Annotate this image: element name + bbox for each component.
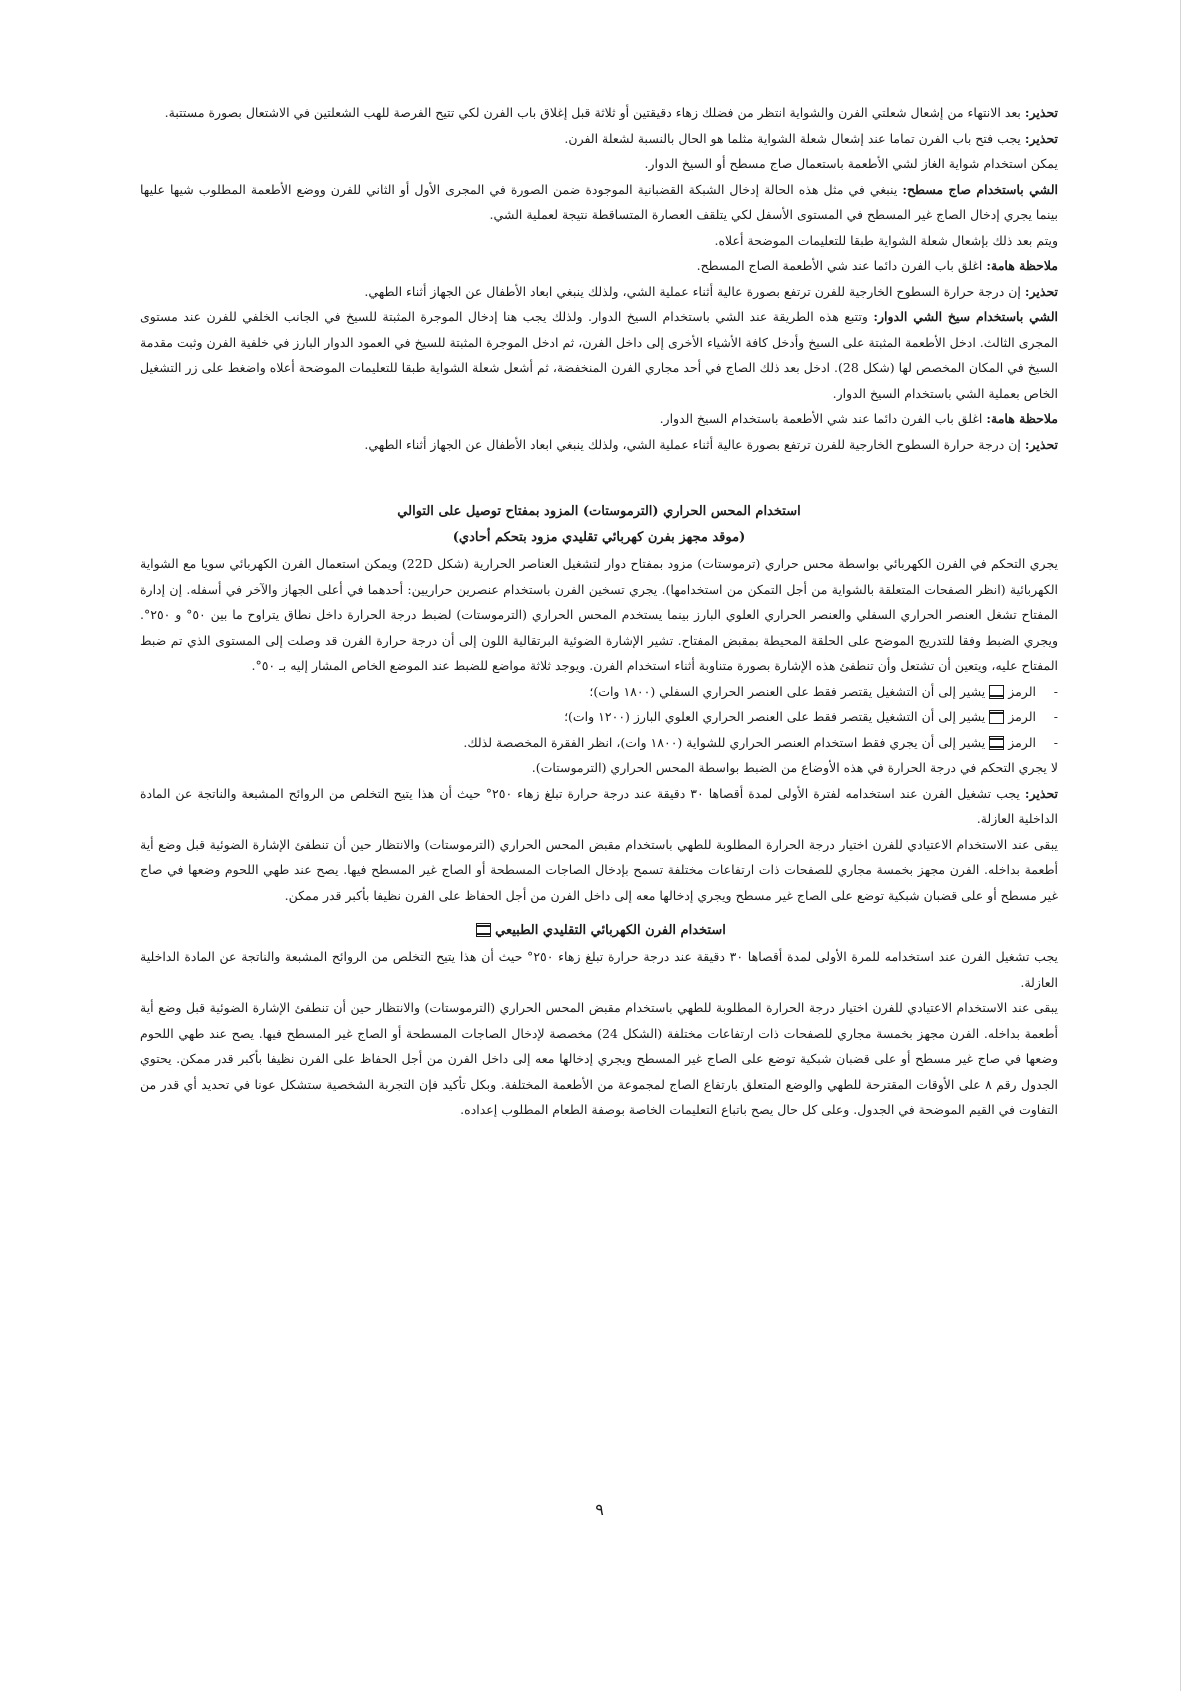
paragraph xyxy=(140,432,1058,458)
page-number: ٩ xyxy=(595,1500,604,1519)
document-page xyxy=(140,100,1058,1123)
oven-symbol-icon xyxy=(476,923,491,937)
lead-label: ملاحظة هامة: xyxy=(986,258,1058,273)
paragraph-text: ويتم بعد ذلك بإشعال شعلة الشواية طبقا للتعليمات الموضحة أعلاه. xyxy=(714,232,1058,248)
section-usage: يبقى عند الاستخدام الاعتيادي للفرن اختيار درجة الحرارة المطلوبة للطهي باستخدام مقبض المحس الحراري (الترموستات) والانتظار حين أن تنطفئ الإشارة الضوئية قبل وضع أية أطعمة بداخله. الفرن مجهز بخمسة مجاري للصفحات ذات ارتفاعات مختلفة تسمح بإدخال الصاجات المسطحة أو الصاج غير المسطح فيها. يصح عند طهي اللحوم وضعها في صاج غير مسطح أو على قضبان شبكية توضع على الصاج غير مسطح ويجري إدخالها معه إلى داخل الفرن من أجل الحفاظ على الفرن نظيفا بأكبر قدر ممكن. xyxy=(140,836,1058,903)
lead-label: تحذير: xyxy=(1024,436,1058,452)
heading-text: استخدام الفرن الكهربائي التقليدي الطبيعي xyxy=(495,923,726,938)
paragraph xyxy=(140,151,1058,177)
page-edge xyxy=(1180,0,1181,1691)
symbol-text: يشير إلى أن يجري فقط استخدام العنصر الحراري للشواية (١٨٠٠ وات)، انظر الفقرة المخصصة لذلك. xyxy=(463,734,986,750)
grill-heat-icon xyxy=(989,736,1004,750)
lead-label: تحذير: xyxy=(1024,130,1058,146)
paragraph: يجب تشغيل الفرن عند استخدامه للمرة الأولى لمدة أقصاها ٣٠ دقيقة عند درجة حرارة تبلغ زهاء ٢٥٠° حيث أن هذا يتيح التخلص من الروائح المشبعة والناتجة عن المادة الداخلية العازلة. xyxy=(140,949,1059,990)
paragraph xyxy=(140,126,1058,152)
paragraph xyxy=(140,228,1058,254)
thermostat-section xyxy=(140,499,1058,908)
section-heading: استخدام المحس الحراري (الترموستات) المزود بمفتاح توصيل على التوالي xyxy=(397,504,801,519)
section-note: لا يجري التحكم في درجة الحرارة في هذه الأوضاع من الضبط بواسطة المحس الحراري (الترموستات). xyxy=(531,760,1058,775)
lead-label: تحذير: xyxy=(1024,785,1059,801)
paragraph-text: اغلق باب الفرن دائما عند شي الأطعمة الصاج المسطح. xyxy=(696,258,983,273)
lead-label: ملاحظة هامة: xyxy=(986,411,1058,426)
conventional-oven-section xyxy=(140,918,1058,1123)
paragraph xyxy=(140,253,1058,279)
paragraph-text: ينبغي في مثل هذه الحالة إدخال الشبكة القضبانية الموجودة ضمن الصورة في المجرى الأول أو الثاني للفرن ووضع الأطعمة المطلوب شيها عليها بينما يجري إدخال الصاج غير المسطح في المستوى الأسفل لكي يتلقف العصارة المتساقطة نتيجة لعملية الشي. xyxy=(140,181,1058,222)
lead-label: تحذير: xyxy=(1024,283,1058,299)
paragraph-text: بعد الانتهاء من إشعال شعلتي الفرن والشواية انتظر من فضلك زهاء دقيقتين أو ثلاثة قبل إغلاق باب الفرن لكي تتيح الفرصة للهب الشعلتين في الاشتعال بصورة مستتبة. xyxy=(164,105,1021,120)
paragraph-text: يجب تشغيل الفرن عند استخدامه لفترة الأولى لمدة أقصاها ٣٠ دقيقة عند درجة حرارة تبلغ زهاء ٢٥٠° حيث أن هذا يتيح التخلص من الروائح المشبعة والناتجة عن المادة الداخلية العازلة. xyxy=(140,785,1058,826)
paragraph-text: إن درجة حرارة السطوح الخارجية للفرن ترتفع بصورة عالية أثناء عملية الشي، ولذلك ينبغي ابعاد الأطفال عن الجهاز أثناء الطهي. xyxy=(364,283,1021,299)
paragraph xyxy=(140,406,1058,432)
grill-instructions xyxy=(140,100,1058,457)
section-subheading: (موقد مجهز بفرن كهربائي تقليدي مزود بتحكم أحادي) xyxy=(452,530,746,545)
lead-label: تحذير: xyxy=(1024,105,1058,120)
section-warning xyxy=(140,781,1058,832)
symbol-item xyxy=(140,679,1058,705)
symbol-text: يشير إلى أن التشغيل يقتصر فقط على العنصر الحراري العلوي البارز (١٢٠٠ وات)؛ xyxy=(564,709,986,724)
symbol-label: الرمز xyxy=(1008,734,1036,750)
lead-label: الشي باستخدام سيخ الشي الدوار: xyxy=(873,309,1058,324)
paragraph xyxy=(140,279,1058,305)
symbol-item xyxy=(140,704,1058,730)
symbol-text: يشير إلى أن التشغيل يقتصر فقط على العنصر الحراري السفلي (١٨٠٠ وات)؛ xyxy=(589,683,986,699)
paragraph: يبقى عند الاستخدام الاعتيادي للفرن اختيار درجة الحرارة المطلوبة للطهي باستخدام مقبض المحس الحراري (الترموستات) والانتظار حين أن تنطفئ الإشارة الضوئية قبل وضع أية أطعمة بداخله. الفرن مجهز بخمسة مجاري للصفحات ذات ارتفاعات مختلفة (الشكل 24) مخصصة لإدخال الصاجات المسطحة أو الصاج غير المسطح فيها. يصح عند طهي اللحوم وضعها في صاج غير مسطح أو على قضبان شبكية توضع على الصاج غير المسطح ويجري إدخالها معه إلى داخل الفرن من أجل الحفاظ على الفرن نظيفا بأكبر قدر ممكن. يحتوي الجدول رقم ٨ على الأوقات المقترحة للطهي والوضع المتعلق بارتفاع الصاج لمجموعة من الأطعمة المختلفة. وبكل تأكيد فإن التجربة الشخصية ستشكل عونا في تحديد أي قدر من التفاوت في القيم الموضحة في الجدول. وعلى كل حال يصح باتباع التعليمات الخاصة بوصفة الطعام المطلوب إعداده. xyxy=(140,1000,1059,1117)
symbol-item xyxy=(140,730,1058,756)
paragraph xyxy=(140,304,1058,406)
top-heat-icon xyxy=(989,710,1004,724)
paragraph xyxy=(140,100,1058,126)
lead-label: الشي باستخدام صاج مسطح: xyxy=(902,181,1058,197)
paragraph-text: إن درجة حرارة السطوح الخارجية للفرن ترتفع بصورة عالية أثناء عملية الشي، ولذلك ينبغي ابعاد الأطفال عن الجهاز أثناء الطهي. xyxy=(364,436,1021,452)
section-heading xyxy=(140,918,1058,944)
paragraph-text: وتتبع هذه الطريقة عند الشي باستخدام السيخ الدوار. ولذلك يجب هنا إدخال الموجرة المثبتة للسيخ في الجانب الخلفي للفرن عند مستوى المجرى الثالث. ادخل الأطعمة المثبتة على السيخ وأدخل كافة الأشياء الأخرى إلى داخل الفرن، ثم ادخل الموجرة المثبتة للسيخ في العمود الدوار البارز في خلفية الفرن وثبت مقدمة السيخ في المكان المخصص لها (شكل 28). ادخل بعد ذلك الصاج في أحد مجاري الفرن المنخفضة، ثم أشعل شعلة الشواية طبقا للتعليمات الموضحة أعلاه واضغط على زر التشغيل الخاص بعملية الشي باستخدام السيخ الدوار. xyxy=(140,309,1058,401)
paragraph-text: اغلق باب الفرن دائما عند شي الأطعمة باستخدام السيخ الدوار. xyxy=(659,411,983,426)
paragraph-text: يجب فتح باب الفرن تماما عند إشعال شعلة الشواية مثلما هو الحال بالنسبة لشعلة الفرن. xyxy=(564,130,1021,146)
paragraph xyxy=(140,177,1058,228)
symbol-label: الرمز xyxy=(1008,709,1036,724)
section-intro: يجري التحكم في الفرن الكهربائي بواسطة محس حراري (ترموستات) مزود بمفتاح دوار لتشغيل العناصر الحرارية (شكل 22D) ويمكن استعمال الفرن الكهربائي سويا مع الشواية الكهربائية (انظر الصفحات المتعلقة بالشواية من أجل التمكن من استخدامها). يجري تسخين الفرن باستخدام عنصرين حراريين: أحدهما في أعلى الجهاز والآخر في أسفله. إن إدارة المفتاح تشغل العنصر الحراري السفلي والعنصر الحراري العلوي البارز بينما يستخدم المحس الحراري (الترموستات) لضبط درجة الحرارة داخل نطاق يتراوح ما بين ٥٠° و ٢٥٠°. ويجري الضبط وفقا للتدريج الموضح على الحلقة المحيطة بمقبض المفتاح. تشير الإشارة الضوئية البرتقالية اللون إلى أن درجة حرارة الفرن قد وصلت إلى المستوى الذي تم ضبط المفتاح عليه، ويتعين أن تشتعل وأن تنطفئ هذه الإشارة بصورة متناوبة أثناء استخدام الفرن. ويوجد ثلاثة مواضع للضبط عند الموضع الخاص المشار إليه بـ ٥٠°. xyxy=(140,556,1059,673)
bottom-heat-icon xyxy=(989,685,1004,699)
paragraph-text: يمكن استخدام شواية الغاز لشي الأطعمة باستعمال صاج مسطح أو السيخ الدوار. xyxy=(644,156,1058,171)
symbol-label: الرمز xyxy=(1008,683,1036,699)
